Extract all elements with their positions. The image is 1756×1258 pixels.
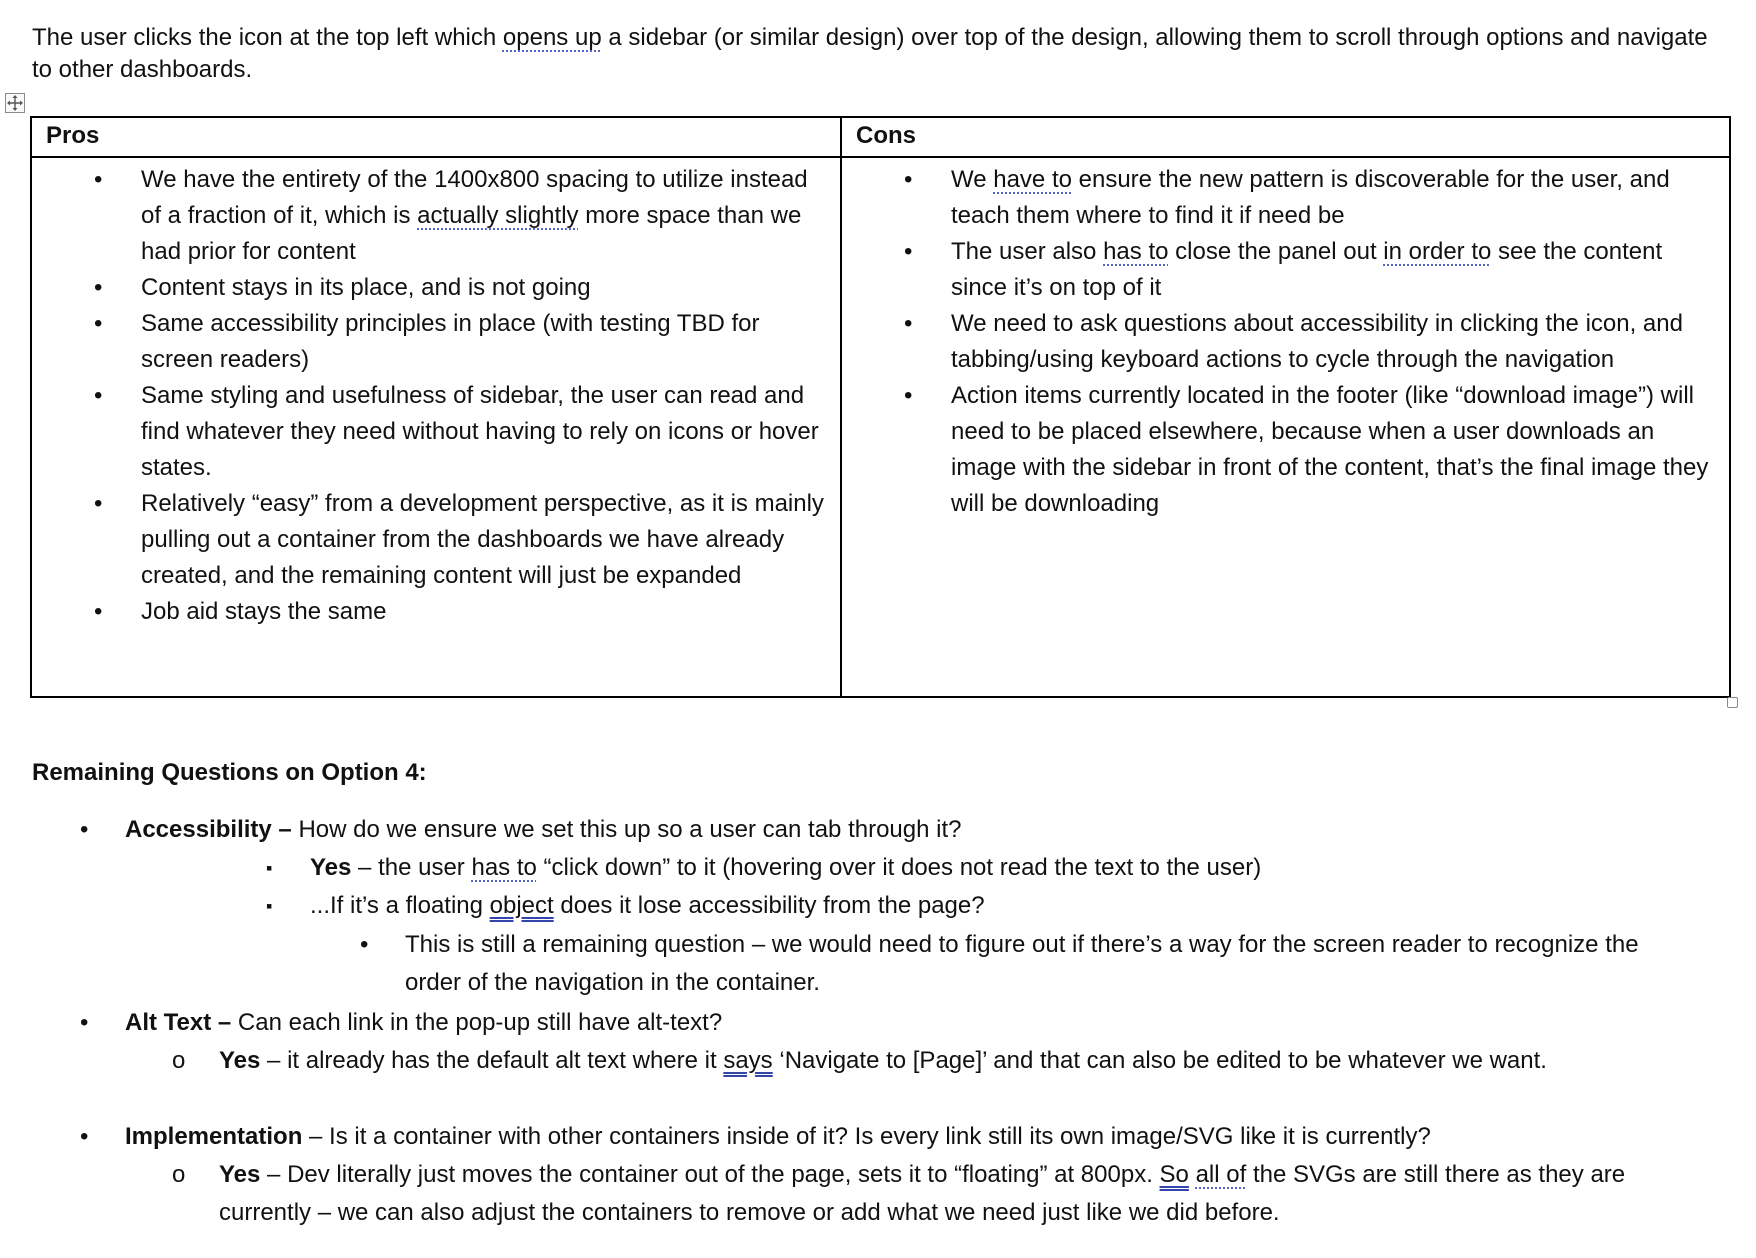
con-text: We need to ask questions about accessibility in clicking the icon, and tabbing/using keyboard actions to cycle through the navigation bbox=[951, 310, 1683, 373]
pro-text: We have the entirety of the 1400x800 spacing to utilize instead of a fraction of it, which is bbox=[141, 166, 808, 229]
list-item bbox=[842, 162, 1729, 234]
bullet-icon: • bbox=[80, 1123, 89, 1150]
bullet-icon: • bbox=[94, 598, 103, 625]
accessibility-label: Accessibility – bbox=[125, 816, 299, 843]
accessibility-question: How do we ensure we set this up so a user can tab through it? bbox=[298, 816, 962, 843]
pros-cell[interactable] bbox=[31, 157, 841, 697]
con-text: We bbox=[951, 166, 994, 193]
list-item bbox=[32, 162, 840, 270]
remaining-questions-heading: Remaining Questions on Option 4: bbox=[32, 759, 427, 786]
bullet-icon: • bbox=[94, 274, 103, 301]
marked-phrase[interactable]: So bbox=[1159, 1161, 1189, 1188]
cons-header[interactable]: Cons bbox=[841, 117, 1730, 157]
bullet-icon: • bbox=[94, 310, 103, 337]
marked-phrase[interactable]: says bbox=[723, 1047, 773, 1074]
answer-text: – it already has the default alt text where it bbox=[260, 1047, 724, 1074]
pros-header[interactable]: Pros bbox=[31, 117, 841, 157]
bullet-icon: • bbox=[80, 816, 89, 843]
list-item bbox=[32, 378, 840, 486]
bullet-icon: • bbox=[94, 382, 103, 409]
resize-square-icon[interactable] bbox=[1727, 697, 1738, 708]
pro-text: Relatively “easy” from a development perspective, as it is mainly pulling out a container from the dashboards we have already created, and the remaining content will just be expanded bbox=[141, 490, 824, 589]
bullet-icon: • bbox=[94, 166, 103, 193]
cons-cell[interactable] bbox=[841, 157, 1730, 697]
list-item bbox=[32, 270, 840, 306]
list-item bbox=[32, 306, 840, 378]
bullet-icon: • bbox=[904, 166, 913, 193]
question-implementation bbox=[80, 1118, 1740, 1156]
question-accessibility bbox=[80, 811, 1720, 849]
con-text: close the panel out bbox=[1168, 238, 1384, 265]
yes-label: Yes bbox=[219, 1161, 261, 1188]
con-marked-phrase[interactable]: in order to bbox=[1383, 238, 1492, 265]
con-text: The user also bbox=[951, 238, 1104, 265]
answer-text: – Dev literally just moves the container out of the page, sets it to “floating” at 800px. bbox=[260, 1161, 1160, 1188]
bullet-icon: • bbox=[360, 931, 369, 958]
answer-text: – the user bbox=[351, 854, 472, 881]
con-text: Action items currently located in the footer (like “download image”) will need to be placed elsewhere, because when a user downloads an image with the sidebar in front of the content, that’s the final image they will be downloading bbox=[951, 382, 1709, 517]
con-marked-phrase[interactable]: have to bbox=[993, 166, 1072, 193]
square-bullet-icon: ▪ bbox=[266, 858, 273, 878]
alt-text-label: Alt Text – bbox=[125, 1009, 238, 1036]
implementation-label: Implementation bbox=[125, 1123, 303, 1150]
pro-text: Same styling and usefulness of sidebar, the user can read and find whatever they need without having to rely on icons or hover states. bbox=[141, 382, 819, 481]
answer-text: does it lose accessibility from the page? bbox=[553, 892, 985, 919]
pro-marked-phrase[interactable]: actually slightly bbox=[417, 202, 579, 229]
alt-text-question: Can each link in the pop-up still have alt-text? bbox=[237, 1009, 723, 1036]
bullet-icon: • bbox=[904, 382, 913, 409]
con-text: see the content since it’s on top of it bbox=[951, 238, 1663, 301]
list-item bbox=[842, 306, 1729, 378]
bullet-icon: • bbox=[904, 310, 913, 337]
con-marked-phrase[interactable]: has to bbox=[1103, 238, 1169, 265]
implementation-question: – Is it a container with other containers inside of it? Is every link still its own image/SVG like it is currently? bbox=[302, 1123, 1431, 1150]
con-text: ensure the new pattern is discoverable for the user, and teach them where to find it if need be bbox=[951, 166, 1670, 229]
marked-phrase[interactable]: all of bbox=[1195, 1161, 1247, 1188]
square-bullet-icon: ▪ bbox=[266, 896, 273, 916]
bullet-icon: • bbox=[80, 1009, 89, 1036]
answer-text: the SVGs are still there as they are currently – we can also adjust the containers to remove or add what we need just like we did before. bbox=[219, 1161, 1626, 1226]
pro-text: Job aid stays the same bbox=[141, 598, 387, 625]
intro-paragraph bbox=[32, 22, 1732, 86]
answer-text: “click down” to it (hovering over it does not read the text to the user) bbox=[536, 854, 1262, 881]
table-header-row bbox=[31, 117, 1730, 157]
answer-text: ‘Navigate to [Page]’ and that can also be edited to be whatever we want. bbox=[772, 1047, 1547, 1074]
answer-text: ...If it’s a floating bbox=[310, 892, 490, 919]
answer-text bbox=[1189, 1161, 1196, 1188]
intro-text-2: a sidebar (or similar design) over top of the design, allowing them to scroll through options and navigate to other dashboards. bbox=[32, 24, 1708, 83]
pro-text: Content stays in its place, and is not going bbox=[141, 274, 591, 301]
bullet-icon: • bbox=[904, 238, 913, 265]
circle-bullet-icon: o bbox=[172, 1161, 186, 1188]
text-cursor bbox=[1729, 162, 1731, 192]
yes-label: Yes bbox=[219, 1047, 261, 1074]
marked-phrase[interactable]: object bbox=[489, 892, 554, 919]
answer-text: This is still a remaining question – we would need to figure out if there’s a way for the screen reader to recognize the order of the navigation in the container. bbox=[405, 931, 1639, 996]
answer-alt-text-yes bbox=[172, 1042, 1672, 1080]
list-item bbox=[842, 378, 1729, 522]
pro-text: Same accessibility principles in place (with testing TBD for screen readers) bbox=[141, 310, 760, 373]
list-item bbox=[32, 594, 840, 630]
pros-cons-table bbox=[30, 116, 1731, 698]
cons-list bbox=[842, 158, 1729, 522]
intro-text-1: The user clicks the icon at the top left which bbox=[32, 24, 503, 51]
bullet-icon: • bbox=[94, 490, 103, 517]
pros-list bbox=[32, 158, 840, 630]
yes-label: Yes bbox=[310, 854, 352, 881]
answer-accessibility-floating bbox=[266, 887, 1726, 925]
pro-text: more space than we had prior for content bbox=[141, 202, 802, 265]
table-body-row bbox=[31, 157, 1730, 697]
circle-bullet-icon: o bbox=[172, 1047, 186, 1074]
answer-accessibility-remaining bbox=[360, 926, 1660, 1002]
list-item bbox=[842, 234, 1729, 306]
intro-marked-phrase[interactable]: opens up bbox=[502, 24, 602, 51]
question-alt-text bbox=[80, 1004, 1720, 1042]
marked-phrase[interactable]: has to bbox=[471, 854, 537, 881]
move-cross-icon[interactable] bbox=[5, 93, 25, 113]
answer-accessibility-yes bbox=[266, 849, 1726, 887]
answer-implementation-yes bbox=[172, 1156, 1692, 1232]
list-item bbox=[32, 486, 840, 594]
